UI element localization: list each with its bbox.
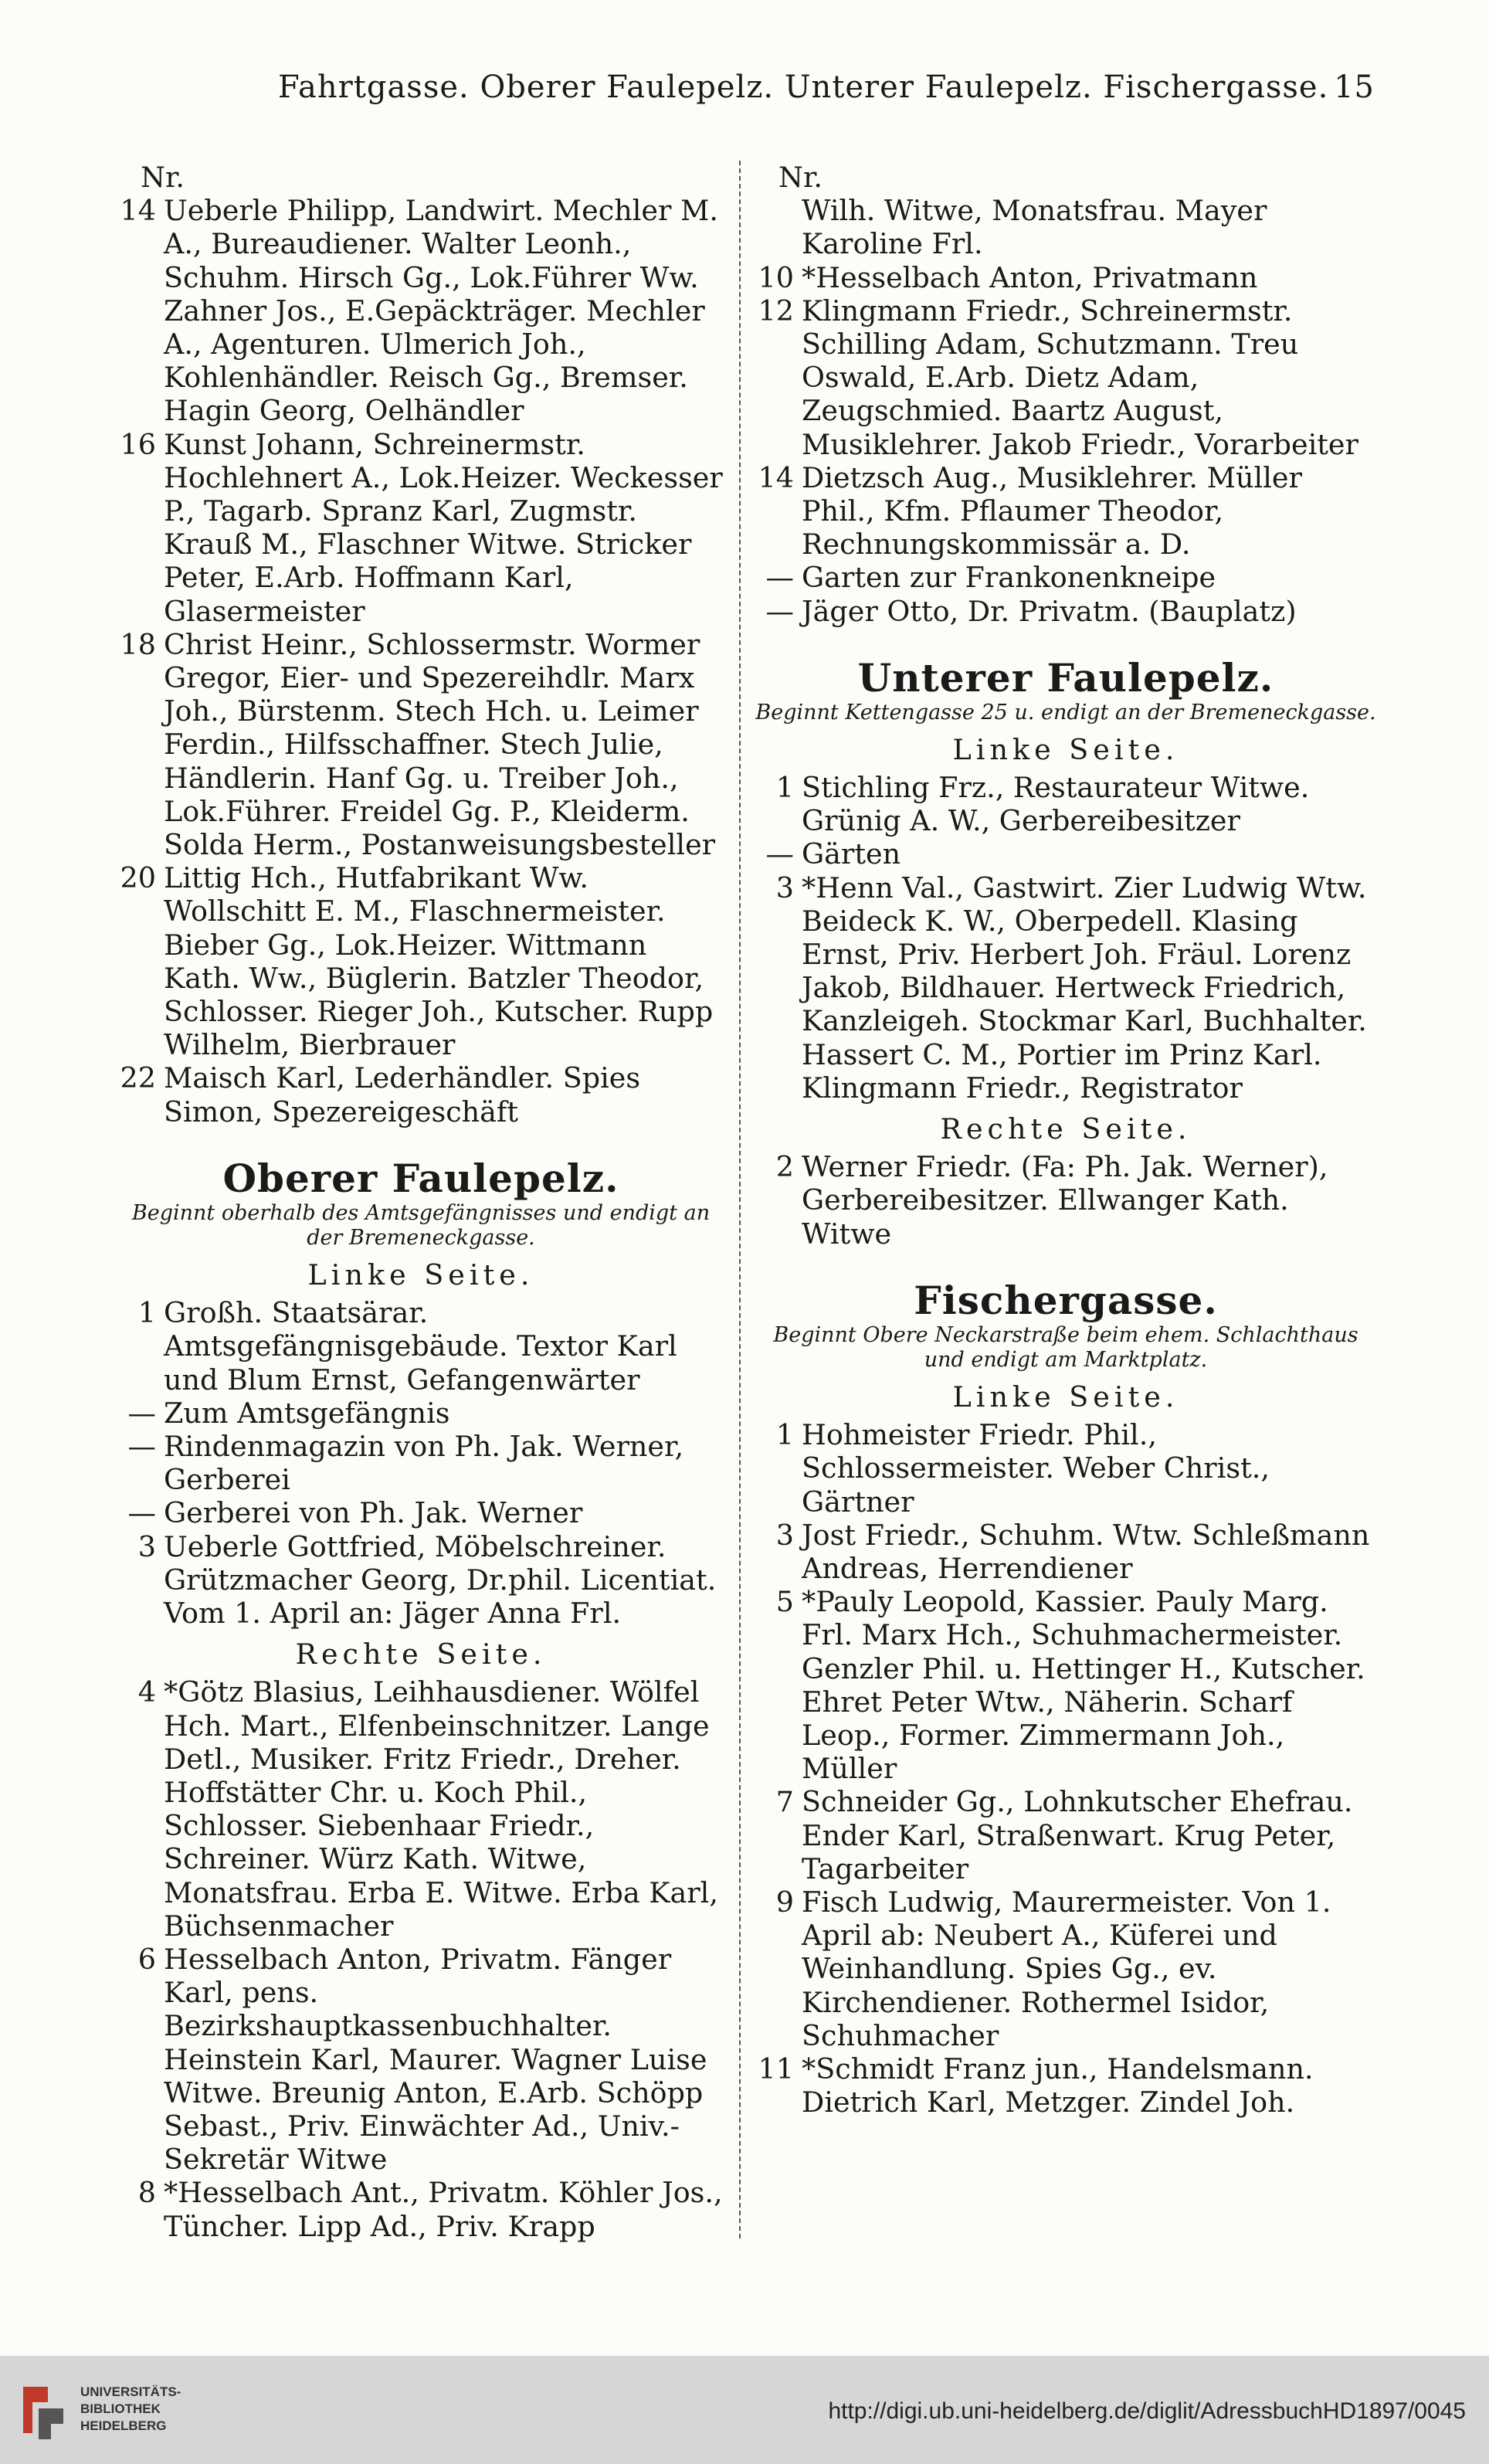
address-entry	[754, 2052, 1378, 2119]
resident-text: *Henn Val., Gastwirt. Zier Ludwig Wtw. Beideck K. W., Oberpedell. Klasing Ernst, Priv. Herbert Joh. Fräul. Lorenz Jakob, Bildhauer. Hertweck Friedrich, Kanzleigeh. Stockmar Karl, Buchhalter. Hassert C. M., Portier im Prinz Karl. Klingmann Friedr., Registrator	[802, 871, 1367, 1105]
house-number: 4	[137, 1675, 156, 1709]
address-entry	[116, 1430, 726, 1496]
resident-text: Jäger Otto, Dr. Privatm. (Bauplatz)	[802, 594, 1297, 628]
resident-text: *Götz Blasius, Leihhausdiener. Wölfel Hch. Mart., Elfenbeinschnitzer. Lange Detl., Musiker. Fritz Friedr., Dreher. Hoffstätter Chr. u. Koch Phil., Schlosser. Siebenhaar Friedr., Schreiner. Würz Kath. Witwe, Monatsfrau. Erba E. Witwe. Erba Karl, Büchsenmacher	[164, 1675, 718, 1943]
footer-bar	[0, 2356, 1489, 2464]
resident-text: *Hesselbach Ant., Privatm. Köhler Jos., Tüncher. Lipp Ad., Priv. Krapp	[164, 2176, 723, 2243]
section-subtitle-fischergasse: Beginnt Obere Neckarstraße beim ehem. Schlachthaus und endigt am Marktplatz.	[773, 1322, 1358, 1372]
address-entry	[754, 1418, 1378, 1519]
resident-text: Ueberle Philipp, Landwirt. Mechler M. A., Bureaudiener. Walter Leonh., Schuhm. Hirsch Gg., Lok.Führer Ww. Zahner Jos., E.Gepäckträger. Mechler A., Agenturen. Ulmerich Joh., Kohlenhändler. Reisch Gg., Bremser. Hagin Georg, Oelhändler	[164, 194, 719, 428]
continued-entry: Wilh. Witwe, Monatsfrau. Mayer Karoline Frl.	[802, 194, 1267, 261]
resident-text: Maisch Karl, Lederhändler. Spies Simon, Spezereigeschäft	[164, 1061, 641, 1128]
address-entry	[754, 871, 1378, 1105]
side-heading-left: Linke Seite.	[307, 1257, 534, 1291]
house-number: 8	[137, 2176, 156, 2210]
column-divider	[739, 161, 741, 2238]
resident-text: Fisch Ludwig, Maurermeister. Von 1. April ab: Neubert A., Küferei und Weinhandlung. Spies Gg., ev. Kirchendiener. Rothermel Isidor, Schuhmacher	[802, 1885, 1331, 2052]
section-title-unterer-faulepelz: Unterer Faulepelz.	[857, 654, 1274, 701]
house-number: 5	[775, 1585, 794, 1619]
house-number: 20	[120, 861, 156, 895]
resident-text: Stichling Frz., Restaurateur Witwe. Grünig A. W., Gerbereibesitzer	[802, 771, 1310, 838]
side-heading-left: Linke Seite.	[952, 1380, 1179, 1414]
library-name-line: HEIDELBERG	[80, 2418, 167, 2433]
house-number: —	[127, 1429, 156, 1463]
house-number: —	[765, 561, 794, 595]
address-entry	[754, 1150, 1378, 1251]
page-header	[108, 70, 1375, 116]
library-name	[80, 2384, 181, 2435]
address-entry	[754, 1519, 1378, 1585]
unterer-right-entries	[754, 1150, 1378, 1251]
resident-text: Gärten	[802, 837, 901, 871]
library-name-line: UNIVERSITÄTS-	[80, 2384, 181, 2399]
address-entry	[754, 1785, 1378, 1885]
address-entry	[116, 2176, 726, 2242]
house-number: 22	[120, 1061, 156, 1095]
resident-text: Rindenmagazin von Ph. Jak. Werner, Gerberei	[164, 1429, 684, 1497]
resident-text: Jost Friedr., Schuhm. Wtw. Schleßmann Andreas, Herrendiener	[802, 1518, 1370, 1585]
house-number: 16	[120, 427, 156, 461]
resident-text: Schneider Gg., Lohnkutscher Ehefrau. Ender Karl, Straßenwart. Krug Peter, Tagarbeiter	[802, 1785, 1353, 1885]
house-number: 14	[758, 460, 794, 494]
address-entry	[754, 261, 1378, 294]
address-entry	[116, 1530, 726, 1631]
resident-text: Dietzsch Aug., Musiklehrer. Müller Phil., Kfm. Pflaumer Theodor, Rechnungskommissär a. D.	[802, 460, 1302, 562]
resident-text: Garten zur Frankonenkneipe	[802, 561, 1216, 595]
house-number: 1	[775, 1418, 794, 1452]
oberer-left-entries	[116, 1296, 726, 1630]
resident-text: *Pauly Leopold, Kassier. Pauly Marg. Frl. Marx Hch., Schuhmachermeister. Genzler Phil. u. Hettinger H., Kutscher. Ehret Peter Wtw., Näherin. Scharf Leop., Former. Zimmermann Joh., Müller	[802, 1585, 1365, 1786]
address-entry	[116, 628, 726, 861]
house-number: 14	[120, 194, 156, 228]
house-number: 3	[775, 1518, 794, 1552]
page-number: 15	[1334, 70, 1375, 105]
resident-text: Zum Amtsgefängnis	[164, 1396, 450, 1430]
address-entry	[116, 861, 726, 1061]
section-subtitle-unterer-faulepelz: Beginnt Kettengasse 25 u. endigt an der Bremeneckgasse.	[755, 700, 1376, 725]
house-number: 3	[137, 1529, 156, 1563]
address-entry	[116, 1943, 726, 2176]
house-number: —	[127, 1396, 156, 1430]
source-url-link[interactable]: http://digi.ub.uni-heidelberg.de/diglit/AdressbuchHD1897/0045	[828, 2398, 1466, 2424]
house-number: 10	[758, 260, 794, 294]
side-heading-right: Rechte Seite.	[940, 1112, 1192, 1146]
resident-text: Werner Friedr. (Fa: Ph. Jak. Werner), Gerbereibesitzer. Ellwanger Kath. Witwe	[802, 1150, 1328, 1251]
fahrtgasse-entries	[116, 194, 726, 1128]
fahrtgasse-right-entries	[754, 261, 1378, 628]
nr-label: Nr.	[141, 161, 185, 194]
resident-text: Klingmann Friedr., Schreinermstr. Schilling Adam, Schutzmann. Treu Oswald, E.Arb. Dietz Adam, Zeugschmied. Baartz August, Musiklehrer. Jakob Friedr., Vorarbeiter	[802, 294, 1358, 461]
house-number: —	[765, 837, 794, 871]
side-heading-right: Rechte Seite.	[295, 1638, 547, 1672]
resident-text: Littig Hch., Hutfabrikant Ww. Wollschitt E. M., Flaschnermeister. Bieber Gg., Lok.Heizer. Wittmann Kath. Ww., Büglerin. Batzler Theodor, Schlosser. Rieger Joh., Kutscher. Rupp Wilhelm, Bierbrauer	[164, 861, 714, 1062]
resident-text: Hohmeister Friedr. Phil., Schlossermeister. Weber Christ., Gärtner	[802, 1418, 1270, 1519]
house-number: 11	[758, 2052, 794, 2086]
house-number: 2	[775, 1150, 794, 1184]
address-entry	[754, 837, 1378, 871]
address-entry	[754, 561, 1378, 594]
address-entry	[116, 194, 726, 427]
library-logo-icon	[17, 2379, 71, 2441]
fischer-left-entries	[754, 1418, 1378, 2119]
library-name-line: BIBLIOTHEK	[80, 2401, 161, 2416]
address-entry	[754, 595, 1378, 628]
address-entry	[116, 428, 726, 628]
house-number: —	[765, 594, 794, 628]
resident-text: Ueberle Gottfried, Möbelschreiner. Grützmacher Georg, Dr.phil. Licentiat. Vom 1. April an: Jäger Anna Frl.	[164, 1529, 717, 1630]
unterer-left-entries	[754, 771, 1378, 1105]
oberer-right-entries	[116, 1675, 726, 2242]
house-number: —	[127, 1496, 156, 1530]
address-entry	[754, 294, 1378, 461]
address-entry	[754, 1885, 1378, 2052]
address-entry	[754, 771, 1378, 837]
resident-text: *Hesselbach Anton, Privatmann	[802, 260, 1258, 294]
house-number: 1	[137, 1296, 156, 1330]
resident-text: Kunst Johann, Schreinermstr. Hochlehnert A., Lok.Heizer. Weckesser P., Tagarb. Spranz Karl, Zugmstr. Krauß M., Flaschner Witwe. Stricker Peter, E.Arb. Hoffmann Karl, Glasermeister	[164, 427, 723, 628]
address-entry	[116, 1675, 726, 1943]
house-number: 6	[137, 1942, 156, 1976]
section-title-oberer-faulepelz: Oberer Faulepelz.	[222, 1155, 619, 1201]
running-title: Fahrtgasse. Oberer Faulepelz. Unterer Faulepelz. Fischergasse.	[278, 70, 1329, 105]
logo-shape	[39, 2408, 63, 2439]
section-title-fischergasse: Fischergasse.	[914, 1277, 1218, 1323]
house-number: 9	[775, 1885, 794, 1919]
house-number: 7	[775, 1785, 794, 1819]
address-entry	[116, 1496, 726, 1529]
address-entry	[116, 1397, 726, 1430]
address-entry	[754, 1585, 1378, 1785]
nr-label: Nr.	[778, 161, 823, 194]
house-number: 18	[120, 627, 156, 661]
resident-text: *Schmidt Franz jun., Handelsmann. Dietrich Karl, Metzger. Zindel Joh.	[802, 2052, 1314, 2120]
resident-text: Gerberei von Ph. Jak. Werner	[164, 1496, 583, 1530]
resident-text: Hesselbach Anton, Privatm. Fänger Karl, pens. Bezirkshauptkassenbuchhalter. Heinstein Karl, Maurer. Wagner Luise Witwe. Breunig Anton, E.Arb. Schöpp Sebast., Priv. Einwächter Ad., Univ.-Sekretär Witwe	[164, 1942, 707, 2177]
resident-text: Großh. Staatsärar. Amtsgefängnisgebäude. Textor Karl und Blum Ernst, Gefangenwärter	[164, 1296, 677, 1397]
address-entry	[116, 1061, 726, 1128]
house-number: 1	[775, 771, 794, 805]
left-column	[116, 161, 726, 2243]
house-number: 3	[775, 871, 794, 904]
address-entry	[116, 1296, 726, 1397]
resident-text: Christ Heinr., Schlossermstr. Wormer Gregor, Eier- und Spezereihdlr. Marx Joh., Bürstenm. Stech Hch. u. Leimer Ferdin., Hilfsschaffner. Stech Julie, Händlerin. Hanf Gg. u. Treiber Joh., Lok.Führer. Freidel Gg. P., Kleiderm. Solda Herm., Postanweisungsbesteller	[164, 627, 716, 862]
side-heading-left: Linke Seite.	[952, 732, 1179, 766]
right-column	[754, 161, 1378, 2119]
house-number: 12	[758, 294, 794, 328]
address-entry	[754, 461, 1378, 562]
section-subtitle-oberer-faulepelz: Beginnt oberhalb des Amtsgefängnisses und endigt an der Bremeneckgasse.	[131, 1200, 711, 1250]
